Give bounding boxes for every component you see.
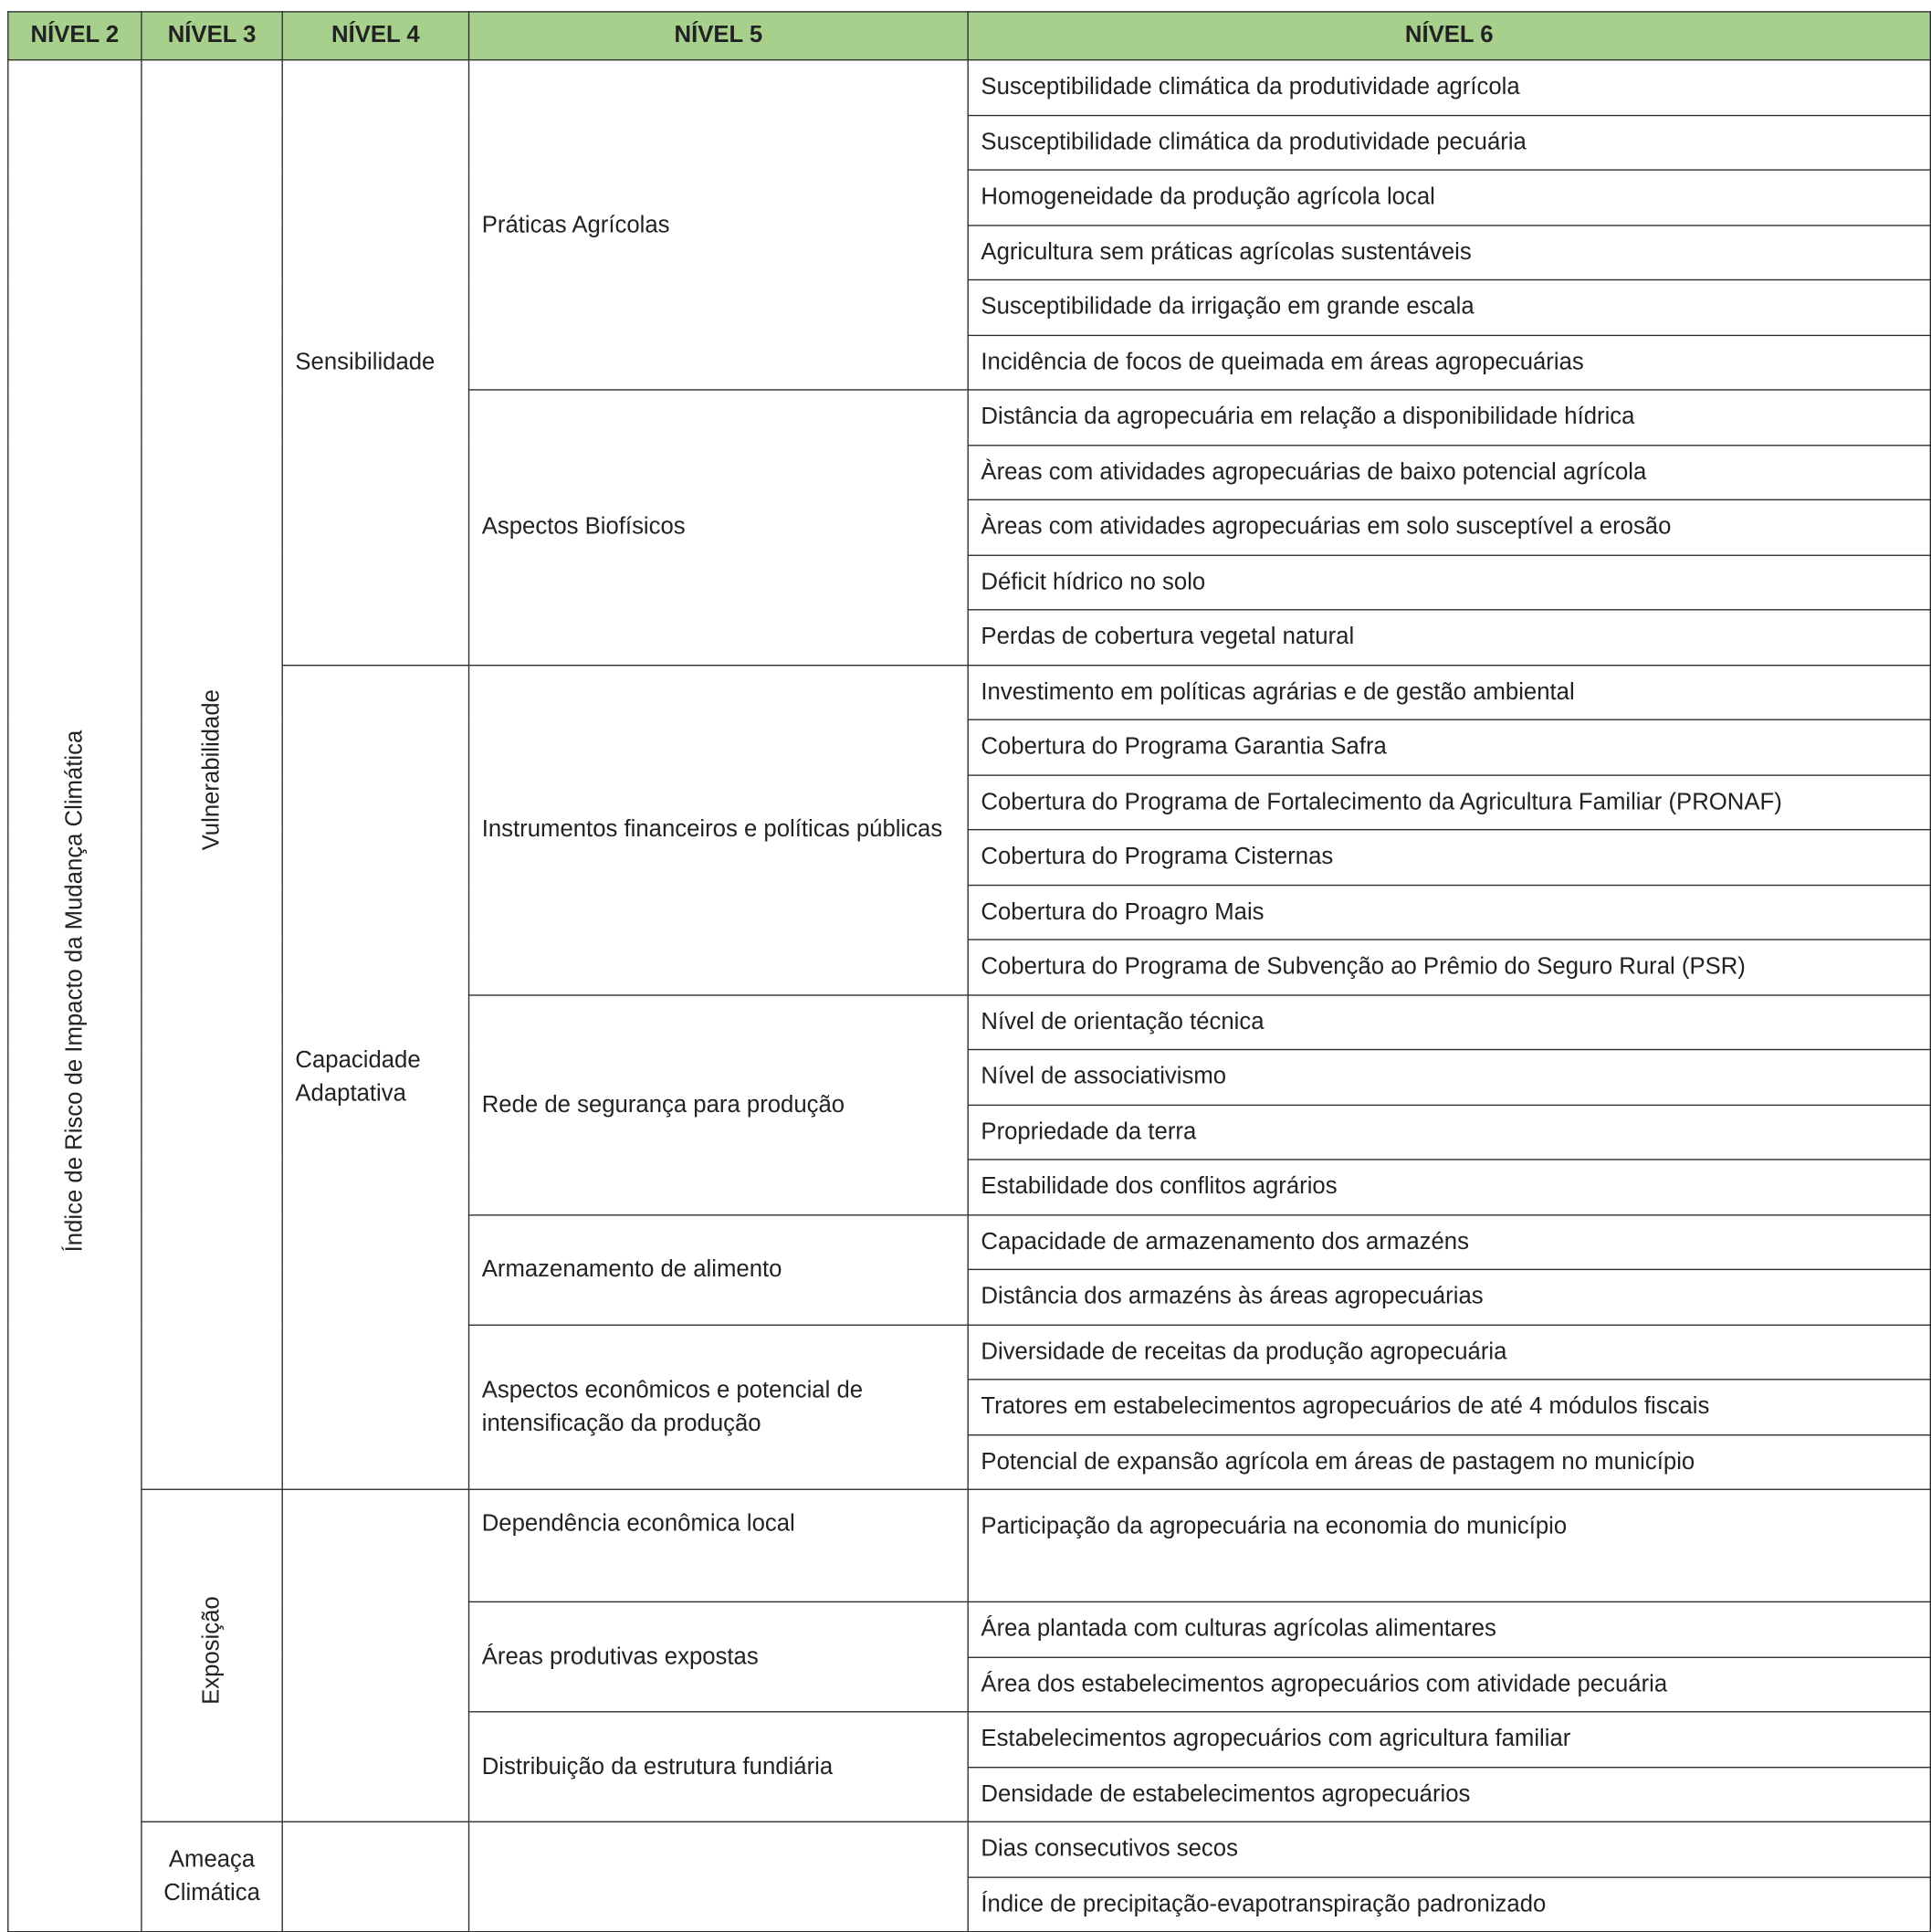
level6-cell: Cobertura do Proagro Mais [968,885,1930,940]
level3-cell-ameaca-climatica: Ameaça Climática [142,1822,282,1931]
table-row [8,1489,1931,1601]
level3-cell-exposicao [142,1489,282,1822]
level3-label-vulnerabilidade: Vulnerabilidade [198,688,226,851]
table-row [8,1822,1931,1876]
level6-cell: Potencial de expansão agrícola em áreas de pastagem no município [968,1434,1930,1489]
level6-cell: Densidade de estabelecimentos agropecuários [968,1767,1930,1822]
level6-cell: Estabelecimentos agropecuários com agricultura familiar [968,1712,1930,1767]
level6-cell: Cobertura do Programa Garantia Safra [968,719,1930,774]
level6-cell: Àreas com atividades agropecuárias de baixo potencial agrícola [968,445,1930,499]
level6-cell: Investimento em políticas agrárias e de gestão ambiental [968,665,1930,719]
level6-cell: Dias consecutivos secos [968,1822,1930,1876]
level2-cell [8,60,142,1932]
level5-cell-empty [469,1822,969,1931]
header-level-3: NÍVEL 3 [142,12,282,60]
level6-cell: Incidência de focos de queimada em áreas agropecuárias [968,335,1930,390]
level6-cell: Cobertura do Programa de Fortalecimento da Agricultura Familiar (PRONAF) [968,774,1930,829]
level5-cell-aspectos-biofisicos: Aspectos Biofísicos [469,390,969,665]
level6-cell: Cobertura do Programa de Subvenção ao Prêmio do Seguro Rural (PSR) [968,940,1930,994]
level6-cell: Cobertura do Programa Cisternas [968,830,1930,885]
level4-cell-sensibilidade: Sensibilidade [282,60,468,665]
level6-cell: Susceptibilidade climática da produtividade pecuária [968,115,1930,170]
level5-cell-aspectos-economicos: Aspectos econômicos e potencial de intensificação da produção [469,1325,969,1490]
level6-cell: Estabilidade dos conflitos agrários [968,1160,1930,1214]
level5-cell-distribuicao-fundiaria: Distribuição da estrutura fundiária [469,1712,969,1822]
level6-cell: Propriedade da terra [968,1105,1930,1160]
level6-cell: Tratores em estabelecimentos agropecuários de até 4 módulos fiscais [968,1380,1930,1434]
level6-cell: Capacidade de armazenamento dos armazéns [968,1214,1930,1269]
level6-cell: Diversidade de receitas da produção agropecuária [968,1325,1930,1380]
level5-cell-praticas-agricolas: Práticas Agrícolas [469,60,969,390]
level5-cell-armazenamento: Armazenamento de alimento [469,1214,969,1324]
level5-cell-rede-de-seguranca: Rede de segurança para produção [469,994,969,1214]
level6-cell: Área dos estabelecimentos agropecuários com atividade pecuária [968,1657,1930,1712]
level2-label: Índice de Risco de Impacto da Mudança Climática [61,730,89,1253]
table-row [8,60,1931,115]
level6-cell: Distância da agropecuária em relação a disponibilidade hídrica [968,390,1930,445]
level3-label-exposicao: Exposição [198,1596,226,1706]
level5-cell-dependencia-economica: Dependência econômica local [469,1489,969,1601]
level6-cell: Índice de precipitação-evapotranspiração padronizado [968,1876,1930,1931]
level6-cell: Área plantada com culturas agrícolas alimentares [968,1601,1930,1656]
level6-cell: Perdas de cobertura vegetal natural [968,610,1930,665]
level6-cell: Susceptibilidade climática da produtividade agrícola [968,60,1930,115]
level4-cell-empty [282,1822,468,1931]
header-level-2: NÍVEL 2 [8,12,142,60]
level5-cell-instrumentos-financeiros: Instrumentos financeiros e políticas públicas [469,665,969,994]
level6-cell: Distância dos armazéns às áreas agropecuárias [968,1269,1930,1324]
indicator-hierarchy-table [7,11,1931,1932]
level4-cell-capacidade-adaptativa: Capacidade Adaptativa [282,665,468,1489]
level3-cell-vulnerabilidade [142,60,282,1490]
level6-cell: Homogeneidade da produção agrícola local [968,170,1930,225]
level6-cell: Nível de associativismo [968,1050,1930,1105]
header-level-6: NÍVEL 6 [968,12,1930,60]
level6-cell: Àreas com atividades agropecuárias em solo susceptível a erosão [968,499,1930,554]
level4-cell-empty [282,1489,468,1822]
level6-cell: Déficit hídrico no solo [968,555,1930,610]
level6-cell: Agricultura sem práticas agrícolas sustentáveis [968,225,1930,279]
header-row [8,12,1931,60]
level6-cell: Nível de orientação técnica [968,994,1930,1049]
level6-cell: Susceptibilidade da irrigação em grande escala [968,279,1930,334]
level5-cell-areas-produtivas: Áreas produtivas expostas [469,1601,969,1711]
table-row [8,665,1931,719]
header-level-5: NÍVEL 5 [469,12,969,60]
level6-cell: Participação da agropecuária na economia do município [968,1489,1930,1601]
header-level-4: NÍVEL 4 [282,12,468,60]
